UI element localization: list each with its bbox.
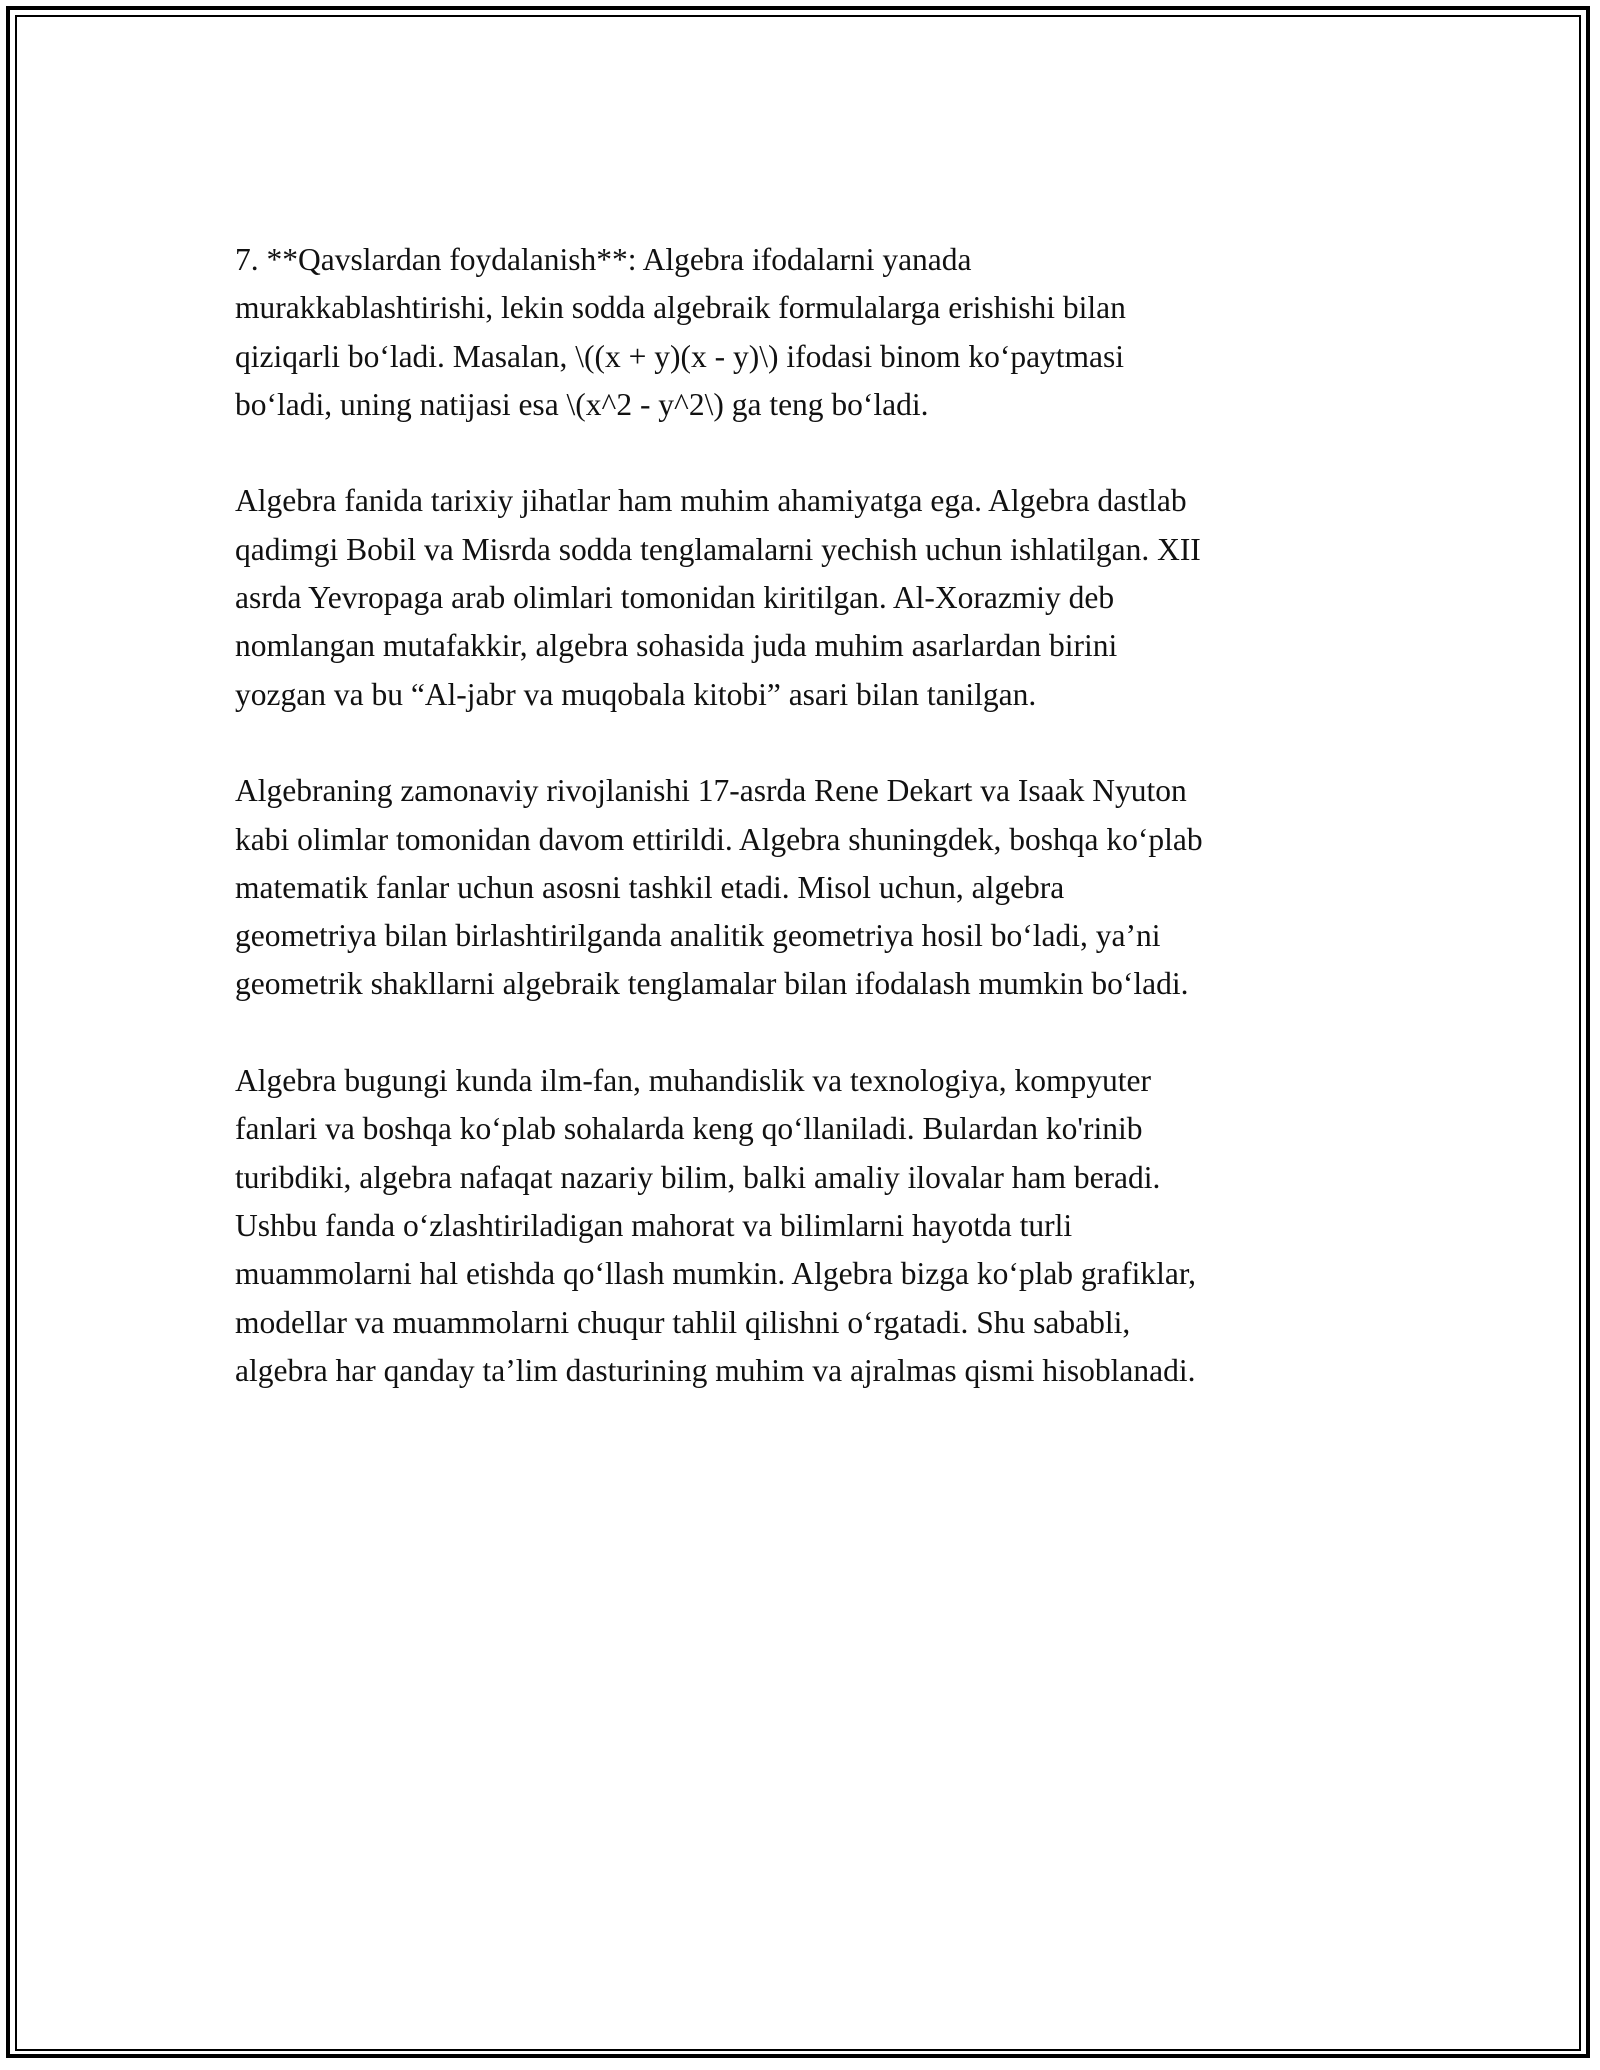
text-line: modellar va muammolarni chuqur tahlil qilishni o‘rgatadi. Shu sababli, <box>235 1304 1131 1340</box>
text-line: qiziqarli bo‘ladi. Masalan, \((x + y)(x - y)\) ifodasi binom ko‘paytmasi <box>235 338 1125 374</box>
paragraph <box>235 236 1370 429</box>
text-line: Ushbu fanda o‘zlashtiriladigan mahorat va bilimlarni hayotda turli <box>235 1207 1073 1243</box>
text-line: bo‘ladi, uning natijasi esa \(x^2 - y^2\) ga teng bo‘ladi. <box>235 386 929 422</box>
paragraph <box>235 767 1370 1008</box>
text-line: algebra har qanday ta’lim dasturining muhim va ajralmas qismi hisoblanadi. <box>235 1352 1196 1388</box>
paragraph <box>235 477 1370 718</box>
text-line: kabi olimlar tomonidan davom ettirildi. Algebra shuningdek, boshqa ko‘plab <box>235 821 1203 857</box>
text-line: matematik fanlar uchun asosni tashkil etadi. Misol uchun, algebra <box>235 869 1065 905</box>
text-line: murakkablashtirishi, lekin sodda algebraik formulalarga erishishi bilan <box>235 290 1126 326</box>
text-line: geometrik shakllarni algebraik tenglamalar bilan ifodalash mumkin bo‘ladi. <box>235 966 1189 1002</box>
text-line: asrda Yevropaga arab olimlari tomonidan kiritilgan. Al-Xorazmiy deb <box>235 580 1115 616</box>
text-line: fanlari va boshqa ko‘plab sohalarda keng qo‘llaniladi. Bulardan ko'rinib <box>235 1111 1143 1147</box>
text-line: yozgan va bu “Al-jabr va muqobala kitobi” asari bilan tanilgan. <box>235 676 1037 712</box>
text-line: qadimgi Bobil va Misrda sodda tenglamalarni yechish uchun ishlatilgan. XII <box>235 531 1201 567</box>
paragraph <box>235 1057 1370 1395</box>
text-line: geometriya bilan birlashtirilganda analitik geometriya hosil bo‘ladi, ya’ni <box>235 918 1161 954</box>
text-line: Algebraning zamonaviy rivojlanishi 17-asrda Rene Dekart va Isaak Nyuton <box>235 773 1187 809</box>
text-line: turibdiki, algebra nafaqat nazariy bilim, balki amaliy ilovalar ham beradi. <box>235 1159 1161 1195</box>
text-line: Algebra bugungi kunda ilm-fan, muhandislik va texnologiya, kompyuter <box>235 1063 1151 1099</box>
document-body <box>235 236 1370 1443</box>
text-line: Algebra fanida tarixiy jihatlar ham muhim ahamiyatga ega. Algebra dastlab <box>235 483 1187 519</box>
text-line: nomlangan mutafakkir, algebra sohasida juda muhim asarlardan birini <box>235 628 1118 664</box>
text-line: muammolarni hal etishda qo‘llash mumkin. Algebra bizga ko‘plab grafiklar, <box>235 1256 1196 1292</box>
text-line: 7. **Qavslardan foydalanish**: Algebra ifodalarni yanada <box>235 242 972 277</box>
